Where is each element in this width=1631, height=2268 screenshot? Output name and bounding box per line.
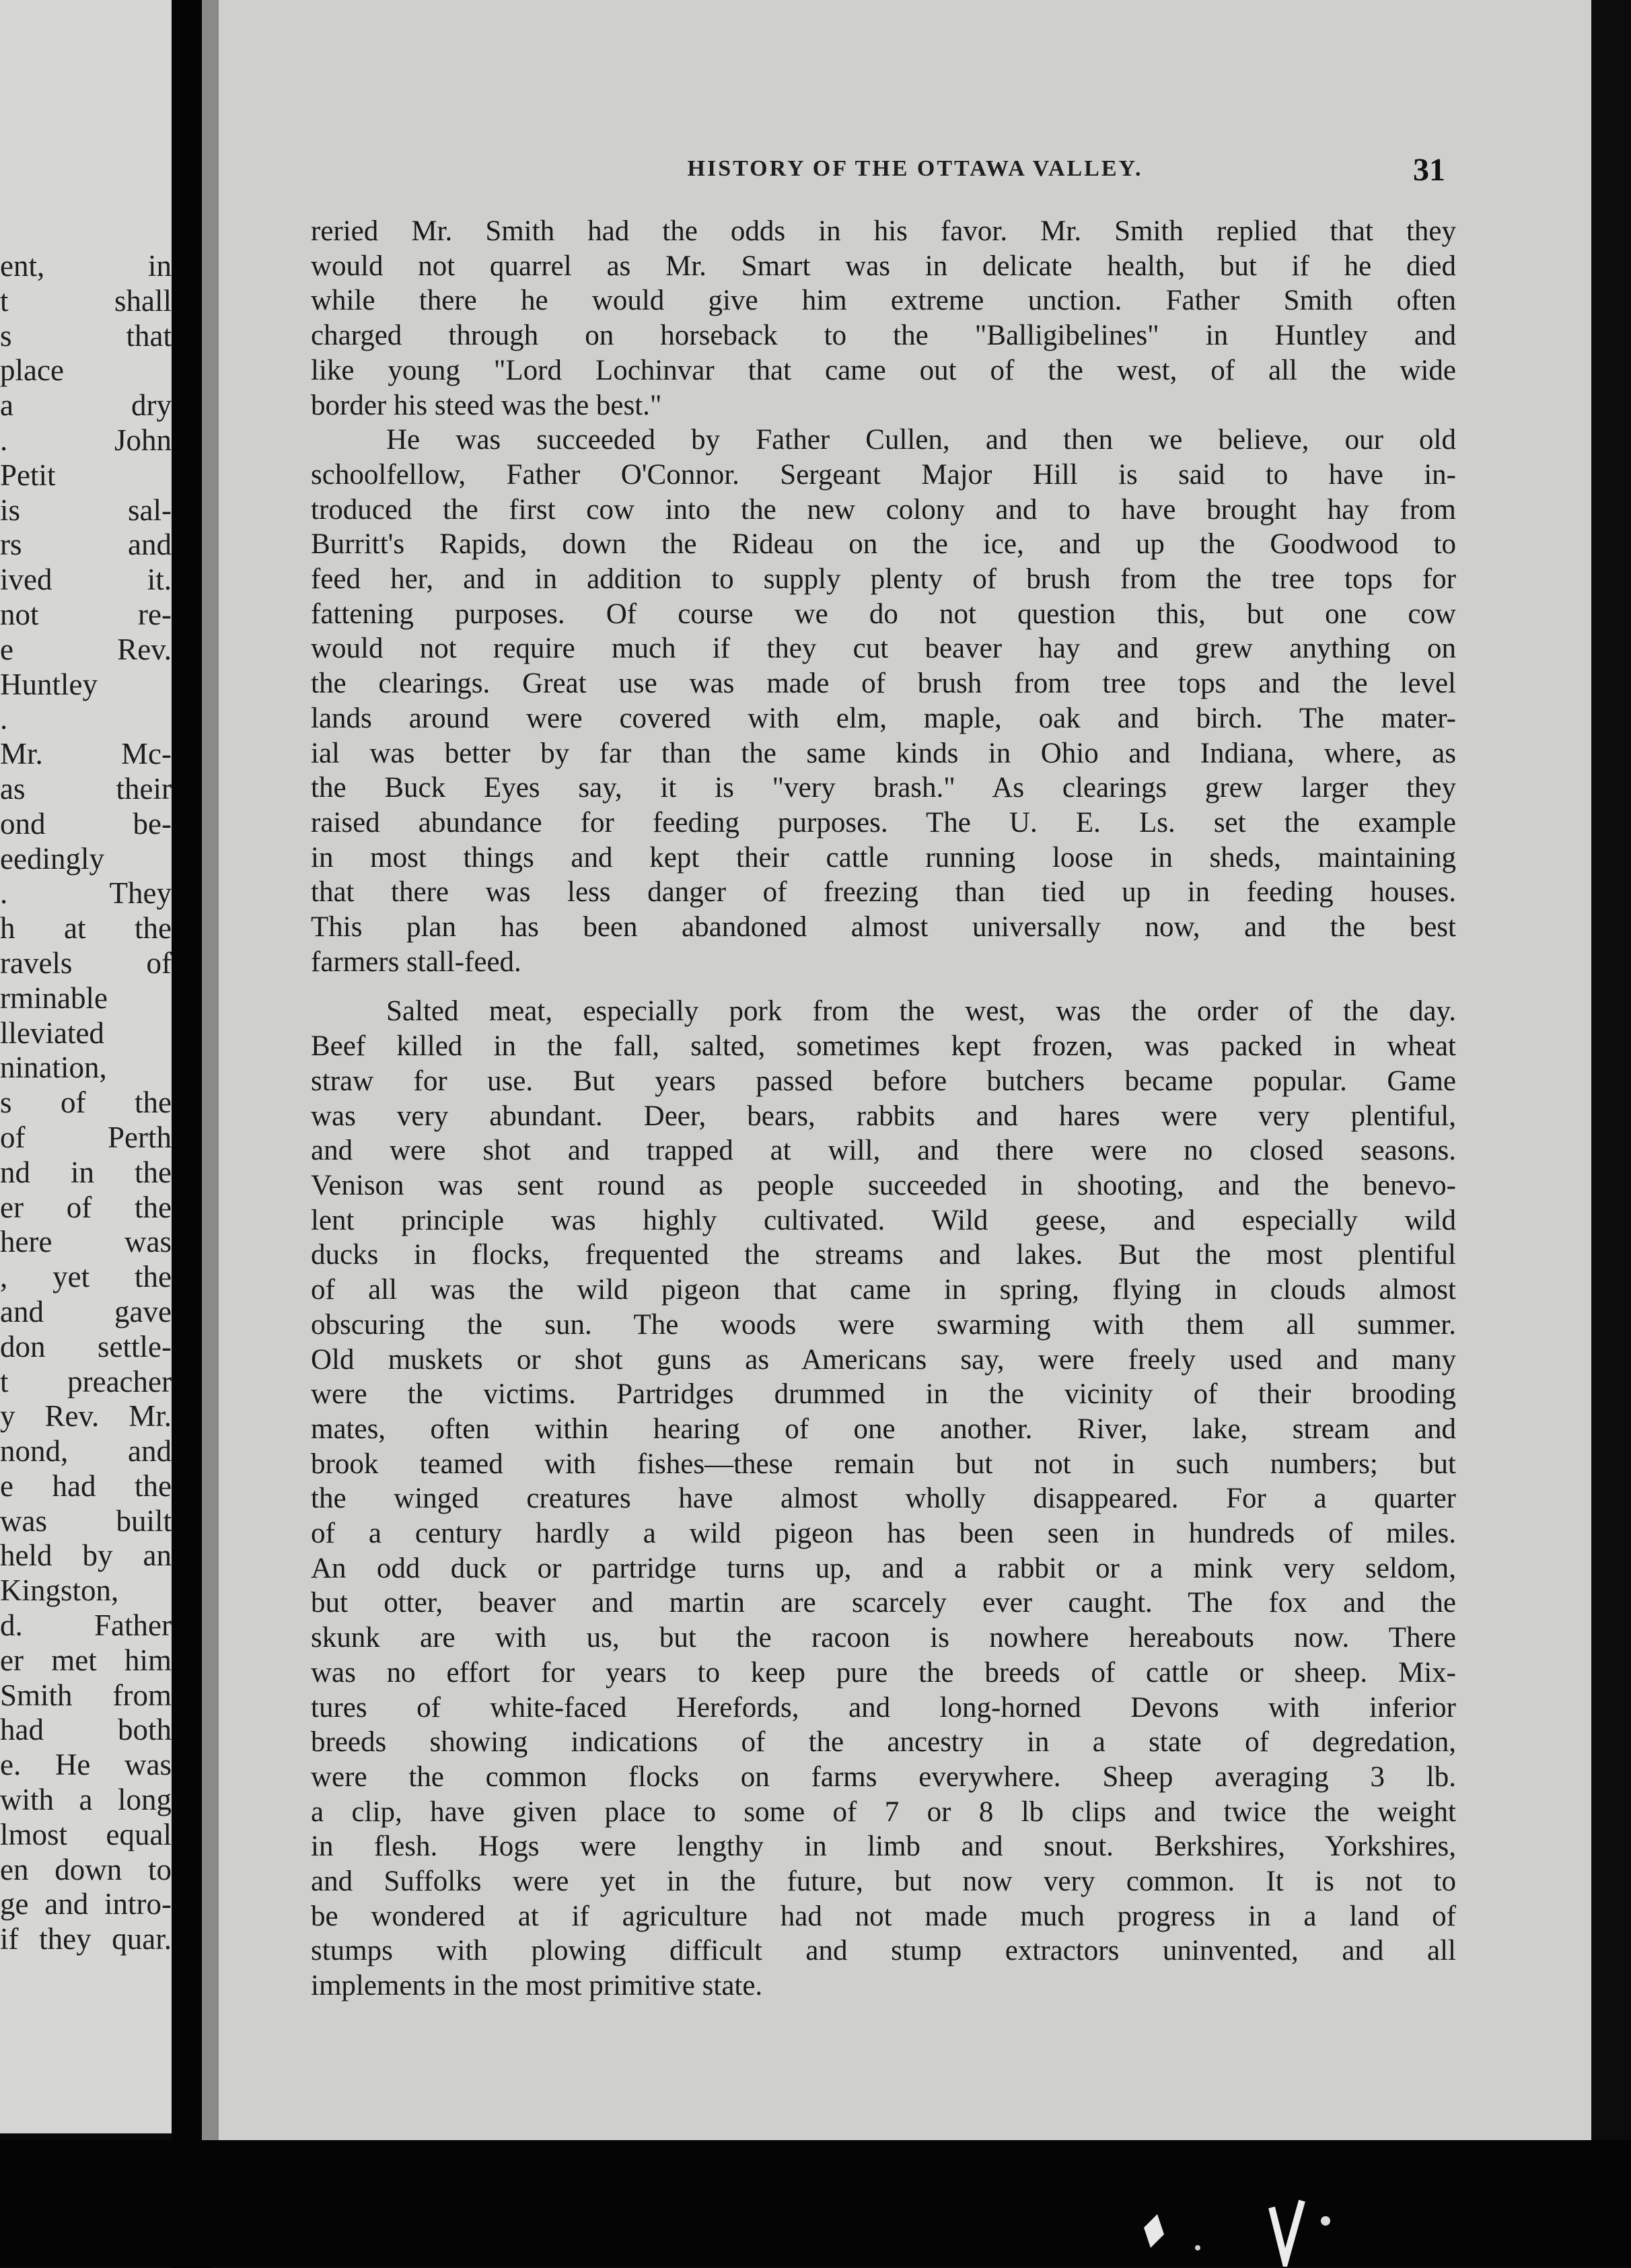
left-page-line: not re-	[0, 597, 172, 631]
left-page-line: ived it.	[0, 563, 172, 597]
body-line: be wondered at if agriculture had not made much progress in a land of	[311, 1900, 1456, 1932]
body-line: feed her, and in addition to supply plenty of brush from the tree tops for	[311, 563, 1456, 596]
left-page-line: rminable	[0, 981, 108, 1015]
body-line: tures of white-faced Herefords, and long-horned Devons with inferior	[311, 1691, 1456, 1724]
paragraph-spacer	[311, 979, 1456, 994]
left-page-line: d. Father	[0, 1608, 172, 1643]
left-page-line: place	[0, 353, 64, 388]
body-line: brook teamed with fishes—these remain but not in such numbers; but	[311, 1448, 1456, 1480]
body-line: border his steed was the best."	[311, 389, 662, 421]
body-line: schoolfellow, Father O'Connor. Sergeant Major Hill is said to have in-	[311, 458, 1456, 491]
left-page-line: don settle-	[0, 1329, 172, 1363]
body-line: skunk are with us, but the racoon is nowhere hereabouts now. There	[311, 1622, 1456, 1654]
body-line: breeds showing indications of the ancestry in a state of degredation,	[311, 1726, 1456, 1759]
body-line: Burritt's Rapids, down the Rideau on the ice, and up the Goodwood to	[311, 528, 1456, 561]
left-page-line: s of the	[0, 1086, 172, 1120]
left-page-line: ge and intro-	[0, 1887, 172, 1921]
left-page-line: e had the	[0, 1468, 172, 1503]
body-line: farmers stall-feed.	[311, 946, 521, 978]
body-line: like young "Lord Lochinvar that came out of the west, of all the wide	[311, 354, 1456, 386]
body-line: of all was the wild pigeon that came in spring, flying in clouds almost	[311, 1274, 1456, 1306]
body-line: ial was better by far than the same kinds in Ohio and Indiana, where, as	[311, 737, 1456, 769]
body-line: lent principle was highly cultivated. Wild geese, and especially wild	[311, 1204, 1456, 1236]
left-page-line: and gave	[0, 1294, 172, 1328]
left-page-line: e Rev.	[0, 632, 172, 666]
body-line: Salted meat, especially pork from the west, was the order of the day.	[386, 995, 1456, 1028]
left-page-line: a dry	[0, 388, 172, 423]
body-line: that there was less danger of freezing than tied up in feeding houses.	[311, 876, 1456, 909]
left-page-line: eedingly	[0, 841, 104, 876]
left-page-line: nond, and	[0, 1434, 172, 1468]
body-line: An odd duck or partridge turns up, and a rabbit or a mink very seldom,	[311, 1552, 1456, 1584]
running-head: HISTORY OF THE OTTAWA VALLEY.	[687, 156, 1143, 181]
body-line: in flesh. Hogs were lengthy in limb and snout. Berkshires, Yorkshires,	[311, 1831, 1456, 1863]
body-line: were the common flocks on farms everywhere. Sheep averaging 3 lb.	[311, 1761, 1456, 1793]
body-line: straw for use. But years passed before butchers became popular. Game	[311, 1065, 1456, 1097]
body-line: but otter, beaver and martin are scarcely ever caught. The fox and the	[311, 1587, 1456, 1619]
body-line: ducks in flocks, frequented the streams and lakes. But the most plentiful	[311, 1239, 1456, 1271]
left-page-line: lmost equal	[0, 1817, 172, 1851]
body-line: lands around were covered with elm, maple, oak and birch. The mater-	[311, 702, 1456, 734]
body-line: troduced the first cow into the new colony and to have brought hay from	[311, 493, 1456, 526]
page-number: 31	[1413, 152, 1445, 188]
left-page-line: s that	[0, 318, 172, 353]
left-page-line: t shall	[0, 283, 172, 318]
body-line: charged through on horseback to the "Balligibelines" in Huntley and	[311, 320, 1456, 352]
body-line: was very abundant. Deer, bears, rabbits and hares were very plentiful,	[311, 1100, 1456, 1132]
body-line: a clip, have given place to some of 7 or 8 lb clips and twice the weight	[311, 1796, 1456, 1828]
body-line: of a century hardly a wild pigeon has been seen in hundreds of miles.	[311, 1518, 1456, 1550]
left-page-line: ond be-	[0, 806, 172, 841]
left-page-line: Smith from	[0, 1678, 172, 1712]
left-page-line: er met him	[0, 1643, 172, 1677]
body-line: reried Mr. Smith had the odds in his favor. Mr. Smith replied that they	[311, 215, 1456, 247]
left-page-line: ravels of	[0, 946, 172, 980]
body-line: in most things and kept their cattle running loose in sheds, maintaining	[311, 841, 1456, 874]
left-page-line: er of the	[0, 1190, 172, 1224]
body-line: would not require much if they cut beaver hay and grew anything on	[311, 633, 1456, 665]
left-page-line: ent, in	[0, 249, 172, 283]
left-page-line: had both	[0, 1713, 172, 1747]
body-line: and were shot and trapped at will, and there were no closed seasons.	[311, 1135, 1456, 1167]
body-line: Old muskets or shot guns as Americans say, were freely used and many	[311, 1343, 1456, 1376]
left-page-line: nination,	[0, 1051, 107, 1085]
left-page-line: is sal-	[0, 493, 172, 527]
body-line: would not quarrel as Mr. Smart was in delicate health, but if he died	[311, 250, 1456, 282]
left-page-line: held by an	[0, 1538, 172, 1573]
body-line: the winged creatures have almost wholly disappeared. For a quarter	[311, 1483, 1456, 1515]
left-page-line: as their	[0, 771, 172, 806]
body-line: obscuring the sun. The woods were swarming with them all summer.	[311, 1308, 1456, 1341]
left-page-line: h at the	[0, 911, 172, 946]
body-line: Beef killed in the fall, salted, sometimes kept frozen, was packed in wheat	[311, 1030, 1456, 1063]
body-line: the clearings. Great use was made of brush from tree tops and the level	[311, 668, 1456, 700]
left-page-line: nd in the	[0, 1155, 172, 1189]
left-page-line: Mr. Mc-	[0, 737, 172, 771]
left-page-line: lleviated	[0, 1016, 104, 1050]
body-line: implements in the most primitive state.	[311, 1970, 763, 2002]
left-page-line: en down to	[0, 1852, 172, 1886]
left-page-line: with a long	[0, 1783, 172, 1817]
left-page-line: . They	[0, 876, 172, 911]
body-text	[311, 214, 1456, 2004]
left-page-line: was built	[0, 1503, 172, 1538]
left-page-line: Huntley	[0, 667, 98, 701]
scan-artifact-marks	[1117, 2187, 1453, 2267]
left-page-text-fragments	[0, 249, 172, 1957]
body-line: Venison was sent round as people succeeded in shooting, and the benevo-	[311, 1169, 1456, 1201]
body-line: was no effort for years to keep pure the breeds of cattle or sheep. Mix-	[311, 1656, 1456, 1689]
body-line: This plan has been abandoned almost universally now, and the best	[311, 911, 1456, 944]
body-line: He was succeeded by Father Cullen, and then we believe, our old	[386, 424, 1456, 456]
left-facing-page	[0, 0, 172, 2133]
body-line: raised abundance for feeding purposes. The U. E. Ls. set the example	[311, 806, 1456, 839]
left-page-line: .	[0, 702, 8, 736]
left-page-line: rs and	[0, 528, 172, 562]
left-page-line: y Rev. Mr.	[0, 1399, 172, 1433]
left-page-line: if they quar.	[0, 1922, 172, 1956]
left-page-line: of Perth	[0, 1120, 172, 1154]
left-page-line: t preacher	[0, 1364, 172, 1398]
left-page-line: Petit	[0, 458, 56, 492]
body-line: while there he would give him extreme unction. Father Smith often	[311, 285, 1456, 317]
left-page-line: e. He was	[0, 1748, 172, 1782]
body-line: the Buck Eyes say, it is "very brash." As clearings grew larger they	[311, 772, 1456, 804]
body-line: fattening purposes. Of course we do not question this, but one cow	[311, 598, 1456, 630]
left-page-line: , yet the	[0, 1260, 172, 1294]
left-page-line: . John	[0, 423, 172, 457]
body-line: mates, often within hearing of one another. River, lake, stream and	[311, 1413, 1456, 1445]
left-page-line: Kingston,	[0, 1573, 119, 1608]
left-page-line: here was	[0, 1225, 172, 1259]
body-line: stumps with plowing difficult and stump extractors uninvented, and all	[311, 1935, 1456, 1967]
body-line: were the victims. Partridges drummed in the vicinity of their brooding	[311, 1378, 1456, 1411]
body-line: and Suffolks were yet in the future, but now very common. It is not to	[311, 1866, 1456, 1898]
